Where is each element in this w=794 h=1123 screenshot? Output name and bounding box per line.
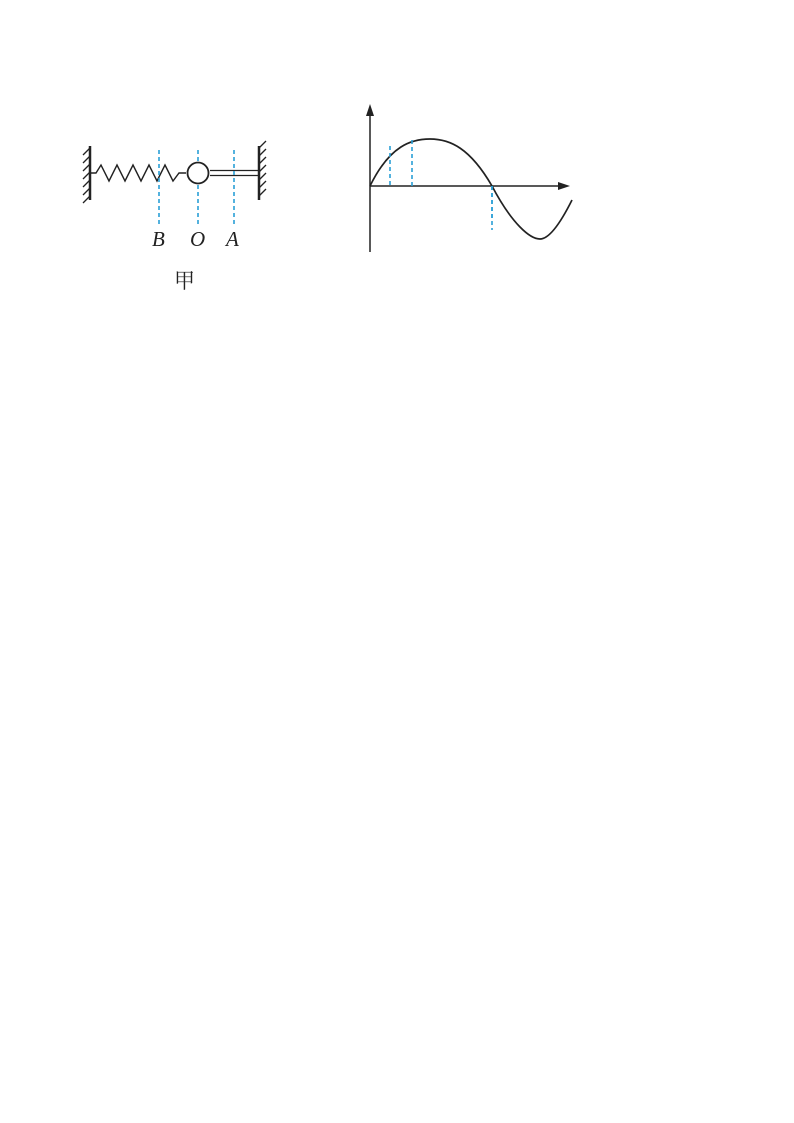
point-b-label: B xyxy=(152,227,165,251)
point-o-label: O xyxy=(190,227,206,251)
point-a-label: A xyxy=(226,227,239,251)
figure-jia xyxy=(78,138,278,298)
figure-jia-caption: 甲 xyxy=(174,269,195,293)
figure-yi xyxy=(340,100,580,300)
